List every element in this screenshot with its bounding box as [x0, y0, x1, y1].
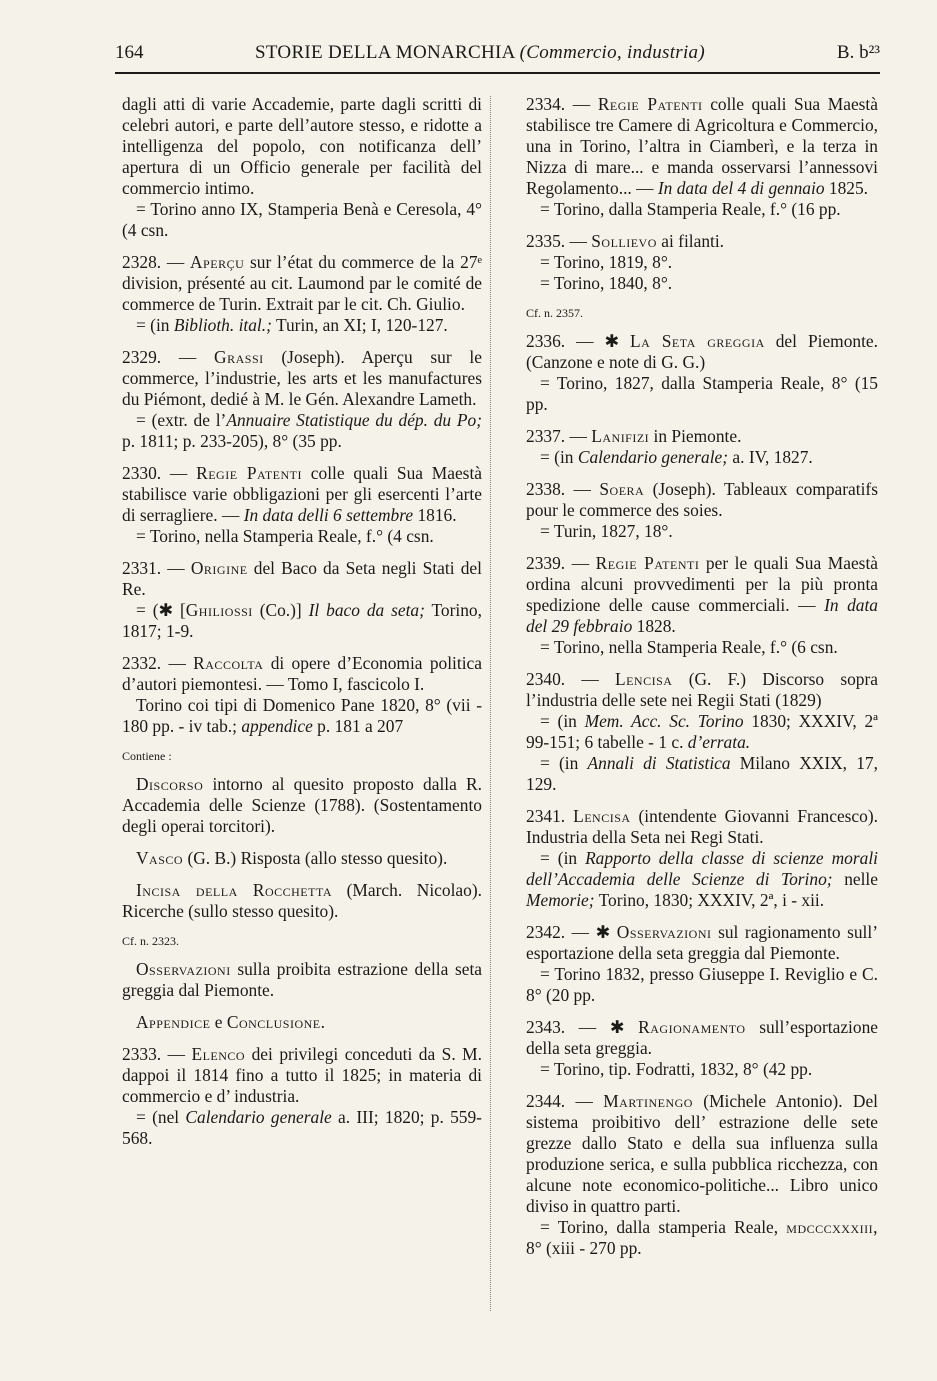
entry-publication: = Torino, nella Stamperia Reale, f.° (4 csn. — [136, 526, 434, 546]
entry-text: sulla proibita estrazione della seta greggia dal Piemonte. — [122, 959, 482, 1000]
entry-publication-detail: (Co.)] — [259, 600, 302, 620]
entry-date: In data del 4 di gennaio — [657, 178, 825, 198]
entry-text: (G. B.) Risposta (allo stesso quesito). — [187, 848, 448, 868]
entry-publication-title: Annali di Statistica — [587, 753, 731, 773]
entry-continuation — [122, 94, 482, 241]
running-title-main: STORIE DELLA MONARCHIA — [255, 42, 515, 63]
entry-2337 — [526, 426, 878, 468]
entry-publication-title: Rapporto della classe di scienze morali dell’Accademia delle Scienze di Torino; — [526, 848, 878, 889]
entry-publication-title: Il baco da seta; — [308, 600, 425, 620]
entry-publication: = Torino, dalla Stamperia Reale, f.° (16 pp. — [540, 199, 841, 219]
entry-heading: Raccolta — [193, 653, 264, 673]
entry-heading: Discorso — [136, 774, 204, 794]
entry-number: 2339. — — [526, 553, 590, 573]
entry-2331 — [122, 558, 482, 642]
entry-publication: = Turin, 1827, 18°. — [540, 521, 673, 541]
entry-2328 — [122, 252, 482, 336]
entry-text: e — [214, 1012, 223, 1032]
entry-number: 2331. — — [122, 558, 185, 578]
entry-heading: La Seta greggia — [630, 331, 765, 351]
entry-text: sur l’état du commerce de la 27ᵉ division, présenté au cit. Laumond par le comité de commerce de Turin. Extrait par le cit. Ch. Giulio. — [122, 252, 482, 314]
left-column — [122, 94, 482, 1160]
entry-publication: = Torino anno IX, Stamperia Benà e Ceresola, 4° (4 csn. — [122, 199, 482, 240]
entry-publication-title: d’errata. — [687, 732, 751, 752]
entry-heading: Regie Patenti — [595, 553, 700, 573]
entry-number: 2333. — — [122, 1044, 185, 1064]
entry-publication-detail: Torino, 1817; 1-9. — [122, 600, 482, 641]
entry-publication-detail: 8° (xiii - 270 pp. — [526, 1238, 642, 1258]
entry-year: 1828. — [636, 616, 676, 636]
entry-publication-title: Calendario generale; — [577, 447, 729, 467]
contents-item — [122, 959, 482, 1001]
entry-2343 — [526, 1017, 878, 1080]
entry-publication-detail: 1830; XXXIV, 2ª 99-151; 6 tabelle - 1 c. — [526, 711, 878, 752]
entry-roman-year: mdcccxxxiii, — [786, 1217, 878, 1237]
entry-2330 — [122, 463, 482, 547]
entry-number: 2329. — — [122, 347, 197, 367]
entry-heading: Appendice — [136, 1012, 211, 1032]
entry-publication: = (in — [136, 315, 170, 335]
entry-2341 — [526, 806, 878, 911]
entry-publication-detail: a. III; 1820; p. 559-568. — [122, 1107, 482, 1148]
running-title-subtitle: (Commercio, industria) — [519, 42, 705, 63]
cross-reference: Cf. n. 2357. — [526, 306, 583, 320]
entry-heading: Aperçu — [190, 252, 245, 272]
entry-text: sull’esportazione della seta greggia. — [526, 1017, 878, 1058]
entry-text: (intendente Giovanni Francesco). Industria della Seta nei Regi Stati. — [526, 806, 878, 847]
entry-heading: Incisa della Rocchetta — [136, 880, 333, 900]
entry-heading: Regie Patenti — [196, 463, 302, 483]
entry-heading: Lencisa — [614, 669, 673, 689]
entry-heading: Osservazioni — [136, 959, 231, 979]
entry-2334 — [526, 94, 878, 220]
entry-heading: Lanifizi — [591, 426, 650, 446]
entry-heading: Osservazioni — [616, 922, 712, 942]
entry-publication: = (in — [540, 848, 578, 868]
entry-number: 2337. — — [526, 426, 587, 446]
entry-publication-title: Calendario generale — [185, 1107, 332, 1127]
entry-2335 — [526, 231, 878, 294]
entry-publication: = (in — [540, 753, 579, 773]
entry-text: (G. F.) Discorso sopra l’industria delle sete nei Regii Stati (1829) — [526, 669, 878, 710]
entry-publication: = (nel — [136, 1107, 180, 1127]
entry-number: 2332. — — [122, 653, 186, 673]
entry-number: 2335. — — [526, 231, 587, 251]
entry-publication-title: Memorie; — [526, 890, 595, 910]
contents-item — [122, 848, 482, 869]
entry-text: intorno al quesito proposto dalla R. Accademia delle Scienze (1788). (Sostentamento degli operai torcitori). — [122, 774, 482, 836]
entry-publication-detail: nelle — [844, 869, 878, 889]
entry-2332 — [122, 653, 482, 737]
entry-2344 — [526, 1091, 878, 1259]
entry-publication-detail: Turin, an XI; I, 120-127. — [275, 315, 448, 335]
entry-text: in Piemonte. — [653, 426, 742, 446]
contents-item — [122, 774, 482, 837]
entry-publication-title: Annuaire Statistique du dép. du Po; — [226, 410, 482, 430]
entry-text: colle quali Sua Maestà stabilisce varie obbligazioni per gli esercenti l’arte di serragliere. — — [122, 463, 483, 525]
entry-publication: = Torino, nella Stamperia Reale, f.° (6 csn. — [540, 637, 838, 657]
entry-heading: Grassi — [214, 347, 264, 367]
entry-text: colle quali Sua Maestà stabilisce tre Camere di Agricoltura e Commercio, una in Torino, l’altra in Ciamberì, e la terza in Nizza di mare... e manda osservarsi l’annessovi Regolamento... — — [526, 94, 878, 198]
entry-2333 — [122, 1044, 482, 1149]
entry-publication: = Torino, tip. Fodratti, 1832, 8° (42 pp. — [540, 1059, 813, 1079]
column-divider — [490, 96, 492, 1311]
entry-2329 — [122, 347, 482, 452]
entry-year: 1825. — [828, 178, 869, 198]
entry-publication: = Torino, 1840, 8°. — [540, 273, 673, 293]
right-column — [526, 94, 878, 1270]
entry-number: 2340. — — [526, 669, 599, 689]
page-header — [115, 38, 880, 74]
entry-heading: Regie Patenti — [597, 94, 703, 114]
entry-heading: Martinengo — [603, 1091, 693, 1111]
entry-publication-title: Biblioth. ital.; — [173, 315, 272, 335]
entry-publication-title: Mem. Acc. Sc. Torino — [584, 711, 744, 731]
entry-publication: = Torino, 1827, dalla Stamperia Reale, 8° (15 pp. — [526, 373, 878, 414]
entry-number: 2343. — ✱ — [526, 1017, 625, 1037]
entry-text: (Joseph). Tableaux comparatifs pour le commerce des soies. — [526, 479, 878, 520]
entry-heading: Vasco — [136, 848, 184, 868]
entry-heading: Origine — [190, 558, 248, 578]
entry-text: del Piemonte. (Canzone e note di G. G.) — [526, 331, 878, 372]
entry-text: (March. Nicolao). Ricerche (sullo stesso quesito). — [122, 880, 482, 921]
page-number: 164 — [115, 42, 144, 63]
entry-2339 — [526, 553, 878, 658]
entry-publication-detail: Milano XXIX, 17, 129. — [526, 753, 878, 794]
contents-label: Contiene : — [122, 749, 172, 763]
entry-text: (Joseph). Aperçu sur le commerce, l’industrie, les arts et les manufactures du Piémont, dedié à M. le Gén. Alexandre Lameth. — [122, 347, 482, 409]
entry-text: dagli atti di varie Accademie, parte dagli scritti di celebri autori, e parte dell’autore stesso, e ridotte a intelligenza del popolo, con notificanza dell’ apertura di un Officio generale per facilità del commercio intimo. — [122, 94, 482, 198]
entry-publication: = (in — [540, 447, 574, 467]
entry-number: 2338. — — [526, 479, 591, 499]
entry-publication: = Torino 1832, presso Giuseppe I. Reviglio e C. 8° (20 pp. — [526, 964, 878, 1005]
entry-heading: Soera — [599, 479, 645, 499]
entry-2340 — [526, 669, 878, 795]
entry-author: Ghiliossi — [185, 600, 253, 620]
entry-publication-detail: p. 1811; p. 233-205), 8° (35 pp. — [122, 431, 342, 451]
entry-heading: Elenco — [191, 1044, 246, 1064]
entry-publication: = Torino, 1819, 8°. — [540, 252, 673, 272]
entry-publication-title: appendice — [241, 716, 313, 736]
entry-heading: Conclusione. — [226, 1012, 326, 1032]
entry-publication: = (extr. de l’ — [136, 410, 227, 430]
entry-text: del Baco da Seta negli Stati del Re. — [122, 558, 482, 599]
contents-item — [122, 1012, 482, 1033]
signature-mark: B. b²³ — [836, 42, 880, 63]
entry-heading: Sollievo — [591, 231, 657, 251]
entry-2338 — [526, 479, 878, 542]
entry-2336 — [526, 331, 878, 415]
entry-publication-detail: Torino, 1830; XXXIV, 2ª, i - xii. — [598, 890, 825, 910]
entry-number: 2342. — ✱ — [526, 922, 611, 942]
entry-text: ai filanti. — [661, 231, 725, 251]
entry-number: 2334. — — [526, 94, 591, 114]
entry-number: 2341. — [526, 806, 566, 826]
entry-number: 2344. — — [526, 1091, 593, 1111]
entry-publication-detail: p. 181 a 207 — [317, 716, 404, 736]
entry-text: di opere d’Economia politica d’autori piemontesi. — Tomo I, fascicolo I. — [122, 653, 482, 694]
contents-item — [122, 880, 482, 922]
entry-date: In data del 29 febbraio — [526, 595, 878, 636]
entry-year: 1816. — [417, 505, 457, 525]
entry-text: per le quali Sua Maestà ordina alcuni provvedimenti per la più pronta spedizione delle cause commerciali. — — [526, 553, 878, 615]
entry-text: (Michele Antonio). Del sistema proibitivo dell’ estrazione delle sete grezze dallo Stato e della sua influenza sulla produzione serica, e sulla pubblica ricchezza, con alcune note economico-politiche... Libro unico diviso in quattro parti. — [526, 1091, 879, 1216]
entry-heading: Lencisa — [573, 806, 631, 826]
entry-publication: Torino coi tipi di Domenico Pane 1820, 8° (vii - 180 pp. - iv tab.; — [122, 695, 482, 736]
entry-number: 2336. — ✱ — [526, 331, 620, 351]
entry-text: dei privilegi conceduti da S. M. dappoi il 1814 fino a tutto il 1825; in materia di commercio e d’ industria. — [122, 1044, 482, 1106]
entry-number: 2328. — — [122, 252, 185, 272]
entry-publication: = (✱ [ — [136, 600, 186, 620]
running-title — [255, 42, 705, 64]
entry-publication: = (in — [540, 711, 577, 731]
entry-date: In data delli 6 settembre — [243, 505, 414, 525]
entry-publication: = Torino, dalla stamperia Reale, — [540, 1217, 779, 1237]
entry-heading: Ragionamento — [638, 1017, 746, 1037]
entry-2342 — [526, 922, 878, 1006]
entry-number: 2330. — — [122, 463, 188, 483]
entry-publication-detail: a. IV, 1827. — [732, 447, 813, 467]
entry-text: sul ragionamento sull’ esportazione della seta greggia dal Piemonte. — [526, 922, 878, 963]
cross-reference: Cf. n. 2323. — [122, 934, 179, 948]
